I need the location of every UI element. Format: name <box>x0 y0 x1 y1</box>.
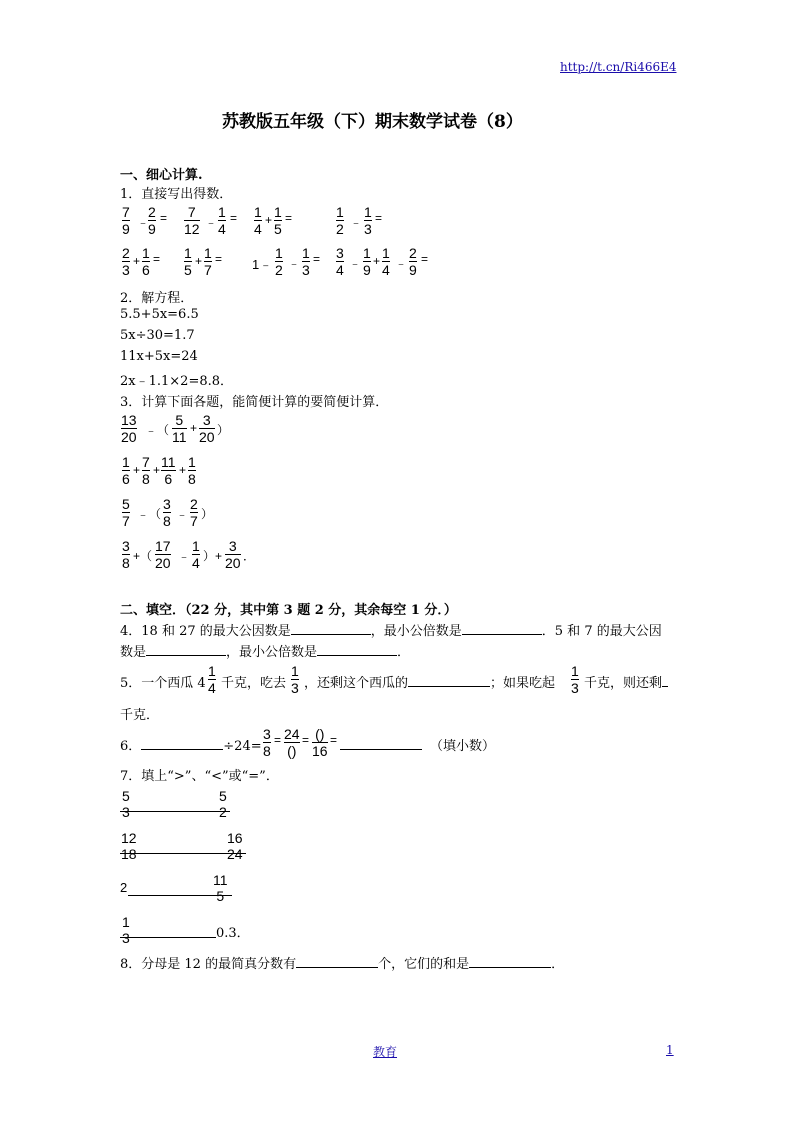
fraction: $\frac{7}{8}$ <box>142 454 150 487</box>
fraction: 5 3 <box>122 788 130 820</box>
fraction: $\frac{1}{3}$ <box>302 245 310 278</box>
operator: = <box>285 211 293 225</box>
operator: = <box>313 252 321 266</box>
operator: = <box>375 211 383 225</box>
fraction: () 16 <box>312 726 328 759</box>
answer-blank[interactable] <box>340 737 422 750</box>
operator: + <box>195 254 203 268</box>
operator: ﹣ <box>349 256 362 270</box>
fraction: $\frac{1}{4}$ <box>382 245 390 278</box>
fraction: 1 3 <box>122 914 130 946</box>
fraction: $\frac{1}{9}$ <box>363 245 371 278</box>
q4-text-e: ，最小公倍数是 <box>226 645 318 660</box>
operator: + <box>265 213 273 227</box>
operator: = <box>153 252 161 266</box>
equation-4: 2x﹣1.1×2=8.8． <box>120 374 234 389</box>
answer-blank[interactable] <box>141 737 223 750</box>
answer-blank[interactable] <box>120 853 246 854</box>
equation-1: 5.5+5x=6.5 <box>120 307 199 322</box>
answer-blank[interactable] <box>317 643 397 656</box>
answer-blank[interactable] <box>120 811 230 812</box>
q8-text-b: 个，它们的和是 <box>378 957 470 972</box>
fraction: $\frac{2}{9}$ <box>409 245 417 278</box>
fraction: $\frac{5}{7}$ <box>122 496 130 529</box>
fraction: 11 5 <box>213 872 228 904</box>
operator: ）+ <box>203 549 223 563</box>
answer-blank[interactable] <box>462 622 542 635</box>
q8-text-c: ． <box>551 957 565 972</box>
q6-text-a: 6． <box>120 739 142 754</box>
fraction: $\frac{17}{20}$ <box>155 538 171 571</box>
operator: + <box>133 254 141 268</box>
equation-3: 11x+5x=24 <box>120 349 198 364</box>
operator: ﹣ <box>395 256 408 270</box>
operator: +（ <box>133 549 153 563</box>
q4-text-d: 数是 <box>120 645 147 660</box>
fraction: $\frac{13}{20}$ <box>121 412 137 445</box>
q6-text-c: （填小数） <box>430 739 496 754</box>
q4-line1 <box>120 620 662 639</box>
answer-blank[interactable] <box>296 955 378 968</box>
q5-line-end <box>584 672 668 691</box>
q5-text-c: ，还剩这个西瓜的 <box>304 676 409 691</box>
q6-text-b: ÷24= <box>223 739 262 754</box>
answer-blank[interactable] <box>469 955 551 968</box>
answer-blank[interactable] <box>408 674 490 687</box>
q4-text-f: ． <box>397 645 411 660</box>
operator: ﹣ <box>350 215 363 229</box>
fraction: $\frac{1}{4}$ <box>192 538 200 571</box>
operator: = <box>330 733 338 747</box>
q3-text: 3．计算下面各题，能简便计算的要简便计算． <box>120 395 389 410</box>
fraction: $\frac{1}{3}$ <box>571 663 579 696</box>
fraction: $\frac{11}{6}$ <box>161 454 176 487</box>
fraction: $\frac{3}{8}$ <box>122 538 130 571</box>
operator: ﹣ <box>205 215 218 229</box>
q6-line-end <box>340 735 495 754</box>
operator: ﹣（ <box>137 507 162 521</box>
fraction: $\frac{3}{8}$ <box>163 496 171 529</box>
q5-text-b: 千克，吃去 <box>221 676 287 691</box>
compare-value: 2 <box>120 880 128 895</box>
operator: = <box>215 252 223 266</box>
q7-text: 7．填上“>”、“<”或“=”． <box>120 769 279 784</box>
q4-text-b: ，最小公倍数是 <box>370 624 462 639</box>
fraction: $\frac{1}{4}$ <box>254 204 262 237</box>
fraction: $\frac{1}{8}$ <box>188 454 196 487</box>
fraction: $\frac{1}{5}$ <box>184 245 192 278</box>
operator: + <box>179 463 187 477</box>
operator: ） <box>201 507 214 521</box>
operator: ． <box>243 549 256 563</box>
fraction: $\frac{1}{3}$ <box>291 663 299 696</box>
q1-text: 1．直接写出得数． <box>120 187 233 202</box>
fraction: $\frac{3}{8}$ <box>263 726 271 759</box>
operator: + <box>373 254 381 268</box>
q5-text-a: 5．一个西瓜 4 <box>120 676 206 691</box>
fraction: $\frac{7}{9}$ <box>122 204 130 237</box>
operator: + <box>133 463 141 477</box>
fraction: $\frac{1}{6}$ <box>142 245 150 278</box>
operator: ﹣ <box>178 549 191 563</box>
q8-text-a: 8．分母是 12 的最简真分数有 <box>120 957 297 972</box>
fraction: 24 () <box>284 726 300 759</box>
fraction: $\frac{2}{3}$ <box>122 245 130 278</box>
q4-text-a: 4．18 和 27 的最大公因数是 <box>120 624 291 639</box>
operator: = <box>274 733 282 747</box>
page-title: 苏教版五年级（下）期末数学试卷（8） <box>222 112 523 132</box>
fraction: $\frac{5}{11}$ <box>172 412 187 445</box>
operator: + <box>190 421 198 435</box>
fraction: $\frac{2}{7}$ <box>190 496 198 529</box>
q5-line <box>304 672 555 691</box>
fraction: $\frac{3}{4}$ <box>336 245 344 278</box>
fraction: $\frac{3}{20}$ <box>199 412 215 445</box>
operator: = <box>160 211 168 225</box>
operator: ﹣ <box>176 507 189 521</box>
q4-text-c: ．5 和 7 的最大公因 <box>541 624 662 639</box>
fraction: $\frac{2}{9}$ <box>148 204 156 237</box>
answer-blank[interactable] <box>291 622 371 635</box>
q6-line <box>120 735 262 754</box>
fraction: $\frac{1}{2}$ <box>336 204 344 237</box>
operator: = <box>421 252 429 266</box>
header-url[interactable]: http://t.cn/Ri466E4 <box>560 60 677 74</box>
q5-text-e: 千克，则还剩 <box>584 676 663 691</box>
q4-line2 <box>120 641 410 660</box>
fraction: $\frac{1}{6}$ <box>122 454 130 487</box>
equation-2: 5x÷30=1.7 <box>120 328 195 343</box>
q2-text: 2．解方程． <box>120 291 194 306</box>
operator: = <box>230 211 238 225</box>
operator: ﹣ <box>137 215 150 229</box>
operator: ﹣（ <box>145 423 170 437</box>
fraction: $\frac{1}{3}$ <box>364 204 372 237</box>
fraction: $\frac{1}{7}$ <box>204 245 212 278</box>
fraction: $\frac{1}{5}$ <box>274 204 282 237</box>
fraction: $\frac{7}{12}$ <box>184 204 200 237</box>
section2-heading: 二、填空．（22 分，其中第 3 题 2 分，其余每空 1 分．） <box>120 603 457 618</box>
operator: ） <box>217 423 230 437</box>
q7-tail: 0.3． <box>216 926 250 941</box>
answer-blank[interactable] <box>120 937 216 938</box>
fraction: $\frac{1}{4}$ <box>208 663 216 696</box>
fraction: 12 18 <box>121 830 137 862</box>
section1-heading: 一、细心计算. <box>120 168 203 183</box>
operator: + <box>153 463 161 477</box>
q5-text-d: ；如果吃起 <box>490 676 556 691</box>
operator: ﹣ <box>288 256 301 270</box>
fraction: $\frac{1}{4}$ <box>218 204 226 237</box>
fraction: 5 2 <box>219 788 227 820</box>
operator: 1﹣ <box>252 257 273 272</box>
page-number[interactable]: 1 <box>666 1043 674 1057</box>
fraction: 16 24 <box>227 830 243 862</box>
answer-blank[interactable] <box>146 643 226 656</box>
footer-link[interactable]: 教育 <box>373 1045 398 1059</box>
q8-line <box>120 953 564 972</box>
fraction: $\frac{3}{20}$ <box>225 538 241 571</box>
operator: = <box>302 733 310 747</box>
q5-text-f: 千克． <box>120 708 160 723</box>
answer-blank[interactable] <box>128 895 232 896</box>
answer-blank[interactable] <box>662 674 668 687</box>
fraction: $\frac{1}{2}$ <box>275 245 283 278</box>
